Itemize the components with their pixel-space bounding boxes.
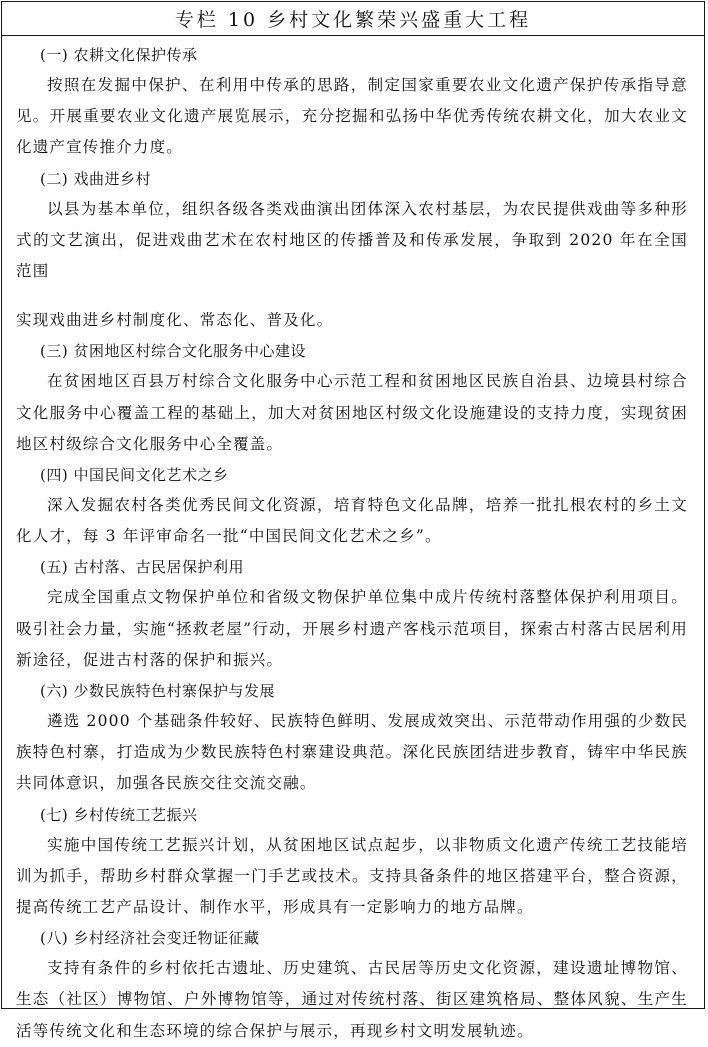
column-content [2,36,704,1047]
section-paragraph: 遴选 2000 个基础条件较好、民族特色鲜明、发展成效突出、示范带动作用强的少数民族特色村寨，打造成为少数民族特色村寨建设典范。深化民族团结进步教育，铸牢中华民族共同体意识，加强各民族交往交流交融。 [16,712,689,793]
column-title: 专栏 10 乡村文化繁荣兴盛重大工程 [174,9,532,31]
section-heading: (三) 贫困地区村综合文化服务中心建设 [40,342,306,361]
section-paragraph: 在贫困地区百县万村综合文化服务中心示范工程和贫困地区民族自治县、边境县村综合文化服务中心覆盖工程的基础上，加大对贫困地区村级文化设施建设的支持力度，实现贫困地区村级综合文化服务中心全覆盖。 [16,372,688,453]
section-heading: (二) 戏曲进乡村 [40,169,151,188]
column-box [1,1,705,1040]
section-heading: (四) 中国民间文化艺术之乡 [40,466,229,485]
section-6 [16,676,688,800]
section-paragraph: 按照在发掘中保护、在利用中传承的思路，制定国家重要农业文化遗产保护传承指导意见。开展重要农业文化遗产展览展示，充分挖掘和弘扬中华优秀传统农耕文化，加大农业文化遗产宣传推介力度。 [16,76,688,157]
section-heading: (七) 乡村传统工艺振兴 [40,805,198,824]
section-3 [16,336,688,460]
section-paragraph: 支持有条件的乡村依托古遗址、历史建筑、古民居等历史文化资源，建设遗址博物馆、生态（社区）博物馆、户外博物馆等，通过对传统村落、街区建筑格局、整体风貌、生产生活等传统文化和生态环境的综合保护与展示，再现乡村文明发展轨迹。 [16,959,688,1040]
section-8 [16,923,688,1047]
section-heading: (一) 农耕文化保护传承 [40,46,198,64]
section-heading: (六) 少数民族特色村寨保护与发展 [40,682,275,701]
section-heading: (五) 古村落、古民居保护利用 [40,558,244,577]
section-paragraph-continued: 实现戏曲进乡村制度化、常态化、普及化。 [16,311,334,330]
section-paragraph: 以县为基本单位，组织各级各类戏曲演出团体深入农村基层，为农民提供戏曲等多种形式的文艺演出，促进戏曲艺术在农村地区的传播普及和传承发展，争取到 2020 年在全国范围 [16,199,688,281]
section-heading: (八) 乡村经济社会变迁物证征藏 [40,929,260,948]
section-paragraph: 完成全国重点文物保护单位和省级文物保护单位集中成片传统村落整体保护利用项目。吸引社会力量，实施“拯救老屋”行动，开展乡村遗产客栈示范项目，探索古村落古民居利用新途径，促进古村落的保护和振兴。 [16,588,688,669]
section-7 [16,800,688,924]
section-5 [16,552,688,676]
section-paragraph: 实施中国传统工艺振兴计划，从贫困地区试点起步，以非物质文化遗产传统工艺技能培训为抓手，帮助乡村群众掌握一门手艺或技术。支持具备条件的地区搭建平台，整合资源，提高传统工艺产品设计、制作水平，形成具有一定影响力的地方品牌。 [16,835,688,917]
section-4 [16,460,688,552]
section-1 [16,40,688,164]
section-2 [16,164,688,337]
title-bar [2,2,704,36]
section-paragraph: 深入发掘农村各类优秀民间文化资源，培育特色文化品牌，培养一批扎根农村的乡土文化人才，每 3 年评审命名一批“中国民间文化艺术之乡”。 [16,496,688,546]
paragraph-gap [16,287,688,305]
